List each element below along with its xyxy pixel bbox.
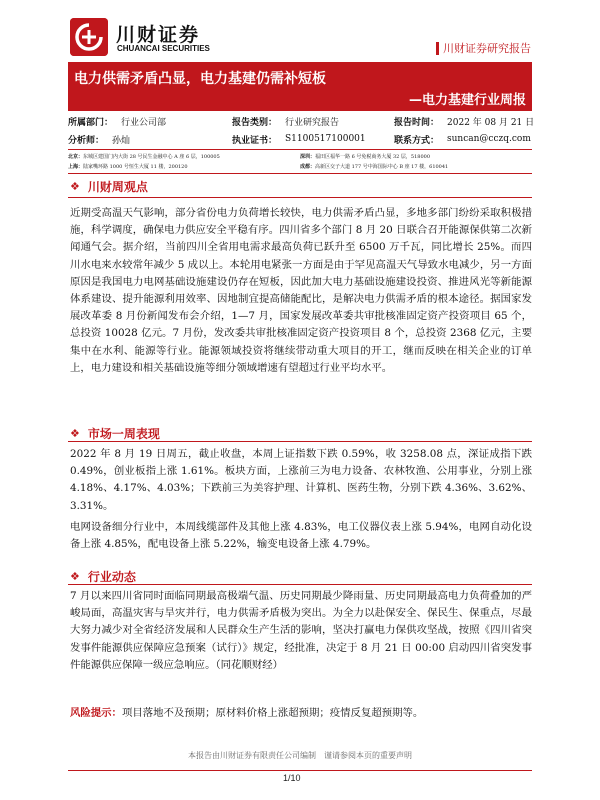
address-row xyxy=(68,162,532,172)
footer-disclaimer: 本报告由川财证券有限责任公司编制 谨请参阅本页的重要声明 xyxy=(188,751,412,760)
address-shenzhen xyxy=(300,152,430,162)
brand-tag-text: 川财证券研究报告 xyxy=(443,42,531,55)
section-title: 行业动态 xyxy=(87,570,136,584)
paragraph-industry: 7 月以来四川省同时面临同期最高极端气温、历史同期最少降雨量、历史同期最高电力负荷叠加的严峻局面，高温灾害与旱灾并行，电力供需矛盾极为突出。为全力以赴保安全、保民生、保重点，尽最大努力减少对全省经济发展和人民群众生产生活的影响，坚决打赢电力保供攻坚战，按照《四川省突发事件能源供应保障应急预案（试行）》规定，经批准，决定于 8 月 21 日 00:00 启动四川省突发事件能源供应保障一级应急响应。（同花顺财经） xyxy=(70,590,532,671)
address-beijing xyxy=(68,152,300,162)
address-text: 东城区建国门内大街 28 号民生金融中心 A 座 6 层，100005 xyxy=(83,154,220,160)
address-text: 福田区福华一路 6 号免税商务大厦 32 层，518000 xyxy=(315,154,431,160)
address-label: 上海： xyxy=(68,164,84,170)
meta-analyst xyxy=(68,133,232,146)
meta-contact-key: 联系方式： xyxy=(394,135,440,146)
diamond-icon: ❖ xyxy=(70,427,80,440)
company-name-en: CHUANCAI SECURITIES xyxy=(117,44,210,53)
meta-analyst-value: 孙灿 xyxy=(112,135,131,146)
meta-type-value: 行业研究报告 xyxy=(285,117,340,128)
address-row xyxy=(68,152,532,162)
section-divider xyxy=(68,197,532,198)
diamond-icon: ❖ xyxy=(70,180,80,193)
section-heading-industry xyxy=(70,568,136,585)
divider xyxy=(68,173,532,174)
meta-analyst-key: 分析师： xyxy=(68,135,105,146)
risk-label: 风险提示： xyxy=(70,707,122,719)
title-banner xyxy=(68,62,532,110)
address-chengdu xyxy=(300,162,448,172)
meta-dept-key: 所属部门： xyxy=(68,117,114,128)
paragraph-grid-equipment: 电网设备细分行业中，本周线缆部件及其他上涨 4.83%，电工仪器仪表上涨 5.94%，电网自动化设备上涨 4.85%，配电设备上涨 5.22%，输变电设备上涨 4.79%。 xyxy=(70,521,532,551)
meta-contact-value: suncan@cczq.com xyxy=(447,134,531,144)
meta-license-key: 执业证书： xyxy=(232,135,278,146)
address-text: 高新区交子大道 177 号中海国际中心 B 座 17 楼，610041 xyxy=(315,164,449,170)
section-heading-weekly-view xyxy=(70,178,148,195)
paragraph-market: 2022 年 8 月 19 日周五，截止收盘，本周上证指数下跌 0.59%，收 3258.08 点，深证成指下跌 0.49%，创业板指上涨 1.61%。板块方面，上涨前三为电力设备、农林牧渔、公用事业，分别上涨 4.18%、4.17%、4.03%；下跌前三为美容护理、计算机、医药生物，分别下跌 4.36%、3.62%、3.31%。 xyxy=(70,448,532,512)
section-title: 市场一周表现 xyxy=(87,427,160,441)
chuancai-logo-icon xyxy=(70,18,108,56)
address-label: 北京： xyxy=(68,154,84,160)
brand-tag xyxy=(436,40,531,56)
risk-text: 项目落地不及预期；原材料价格上涨超预期；疫情反复超预期等。 xyxy=(121,707,424,719)
meta-license xyxy=(232,133,394,146)
page-number: 1/10 xyxy=(283,773,301,783)
divider xyxy=(68,110,532,111)
meta-row-2 xyxy=(68,130,532,148)
section-heading-market xyxy=(70,425,160,442)
report-subtitle: —电力基建行业周报 xyxy=(408,93,526,108)
company-name-cn: 川财证券 xyxy=(116,24,201,46)
report-meta xyxy=(68,112,535,148)
office-addresses xyxy=(68,152,532,172)
meta-date-key: 报告时间： xyxy=(394,117,440,128)
address-text: 陆家嘴环路 1000 号恒生大厦 11 楼，200120 xyxy=(83,164,188,170)
paragraph-weekly-view: 近期受高温天气影响，部分省份电力负荷增长较快，电力供需矛盾凸显，多地多部门纷纷采取积极措施，科学调度，确保电力供应安全平稳有序。四川省多个部门 8 月 20 日联合召开能源保供第二次新闻通气会。据介绍，当前四川全省用电需求最高负荷已跃升至 6500 万千瓦，同比增长 25%。而四川水电来水较常年减少 5 成以上。本轮用电紧张一方面是由于罕见高温天气导致水电减少，另一方面原因是我国电力电网基础设施建设仍存在短板，因此加大电力基础设施建设投资、推进风光等新能源体系建设、提升能源利用效率、因地制宜提高储能配比，是解决电力供需矛盾的根本途径。据国家发展改革委 8 月份新闻发布会介绍，1—7 月，国家发展改革委共审批核准固定资产投资项目 65 个，总投资 10028 亿元。7 月份，发改委共审批核准固定资产投资项目 8 个，总投资 2368 亿元，主要集中在水利、能源等行业。能源领域投资将继续带动重大项目的开工，继而反映在相关企业的订单上，电力建设和相关基础设施等细分领域增速有望超过行业平均水平。 xyxy=(70,207,532,374)
risk-notice xyxy=(70,705,532,722)
diamond-icon: ❖ xyxy=(70,570,80,583)
meta-dept-value: 行业公司部 xyxy=(121,117,167,128)
report-header xyxy=(0,0,600,62)
meta-date-value: 2022 年 08 月 21 日 xyxy=(447,117,535,128)
address-label: 深圳： xyxy=(300,154,316,160)
report-title: 电力供需矛盾凸显，电力基建仍需补短板 xyxy=(74,71,326,87)
meta-type-key: 报告类别： xyxy=(232,117,278,128)
meta-contact xyxy=(394,133,532,146)
meta-date xyxy=(394,115,535,128)
divider xyxy=(68,149,532,150)
section-divider xyxy=(68,584,532,585)
meta-row-1 xyxy=(68,112,535,130)
address-shanghai xyxy=(68,162,300,172)
tag-marker-icon xyxy=(436,42,439,55)
meta-dept xyxy=(68,115,232,128)
address-label: 成都： xyxy=(300,164,316,170)
meta-type xyxy=(232,115,394,128)
footer-divider xyxy=(68,770,532,771)
meta-license-value: S1100517100001 xyxy=(285,134,366,144)
section-divider xyxy=(68,441,532,442)
section-title: 川财周观点 xyxy=(87,180,148,194)
